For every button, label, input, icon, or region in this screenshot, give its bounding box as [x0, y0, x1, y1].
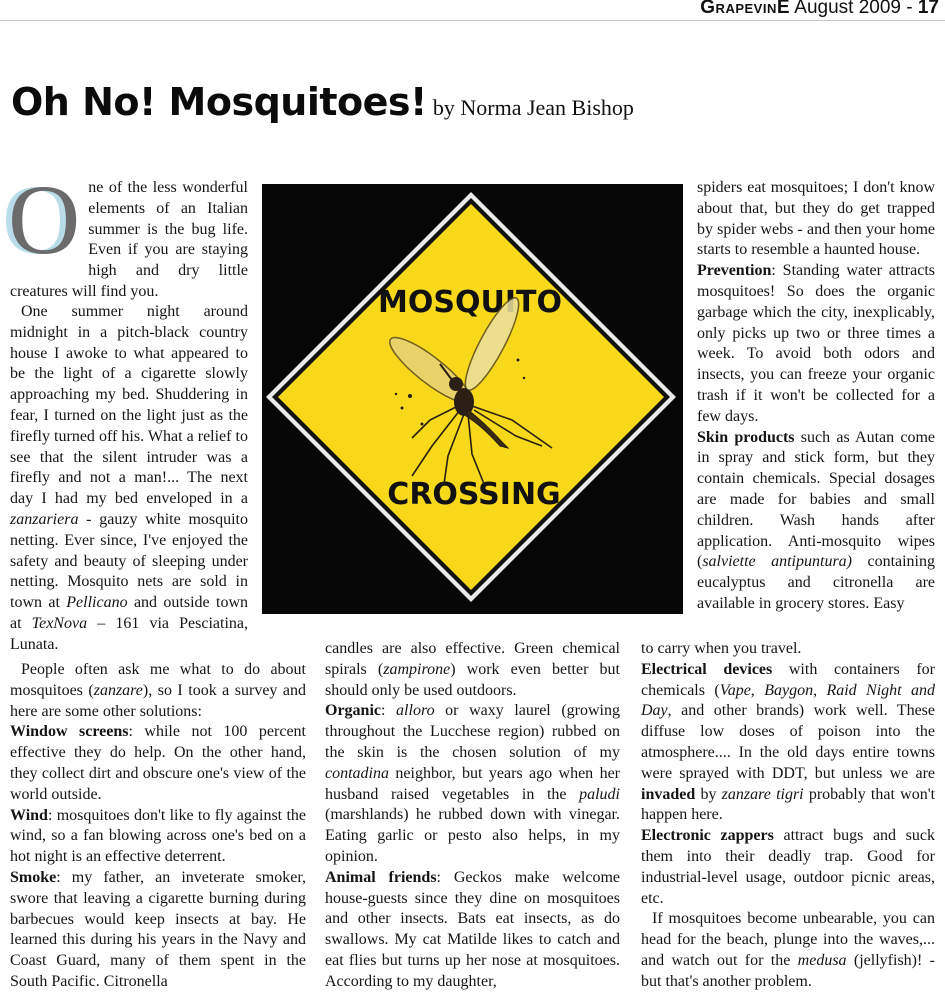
paragraph-animal-friends: Animal friends: Geckos make welcome house-guests since they dine on mosquitoes and other insects. Bats eat insects, as do swallows. My cat Matilde likes to catch and eat flies but turns up her nose at mosquitoes. According to my daughter, — [325, 868, 620, 990]
column-1-lower — [10, 660, 306, 993]
article-title: Oh No! Mosquitoes! — [11, 80, 427, 124]
page-number: 17 — [917, 0, 939, 18]
paragraph-spiders: spiders eat mosquitoes; I don't know about that, but they do get trapped by spider webs - and then your home starts to resemble a haunted house. — [697, 179, 935, 259]
label-animal-friends: Animal friends — [325, 868, 437, 886]
sign-top-text: MOSQUITO — [378, 285, 562, 320]
page-header — [700, 0, 939, 19]
label-skin-products: Skin products — [697, 428, 795, 446]
label-invaded: invaded — [641, 785, 696, 803]
label-organic: Organic — [325, 702, 381, 720]
paragraph-travel: to carry when you travel. — [641, 640, 802, 657]
column-2 — [325, 639, 620, 993]
label-smoke: Smoke — [10, 868, 57, 886]
paragraph-wind: Wind: mosquitoes don't like to fly against the wind, so a fan blowing across one's bed on a hot night is an effective deterrent. — [10, 806, 306, 866]
label-electrical-devices: Electrical devices — [641, 660, 773, 678]
article-heading — [11, 80, 634, 124]
column-4 — [641, 639, 935, 993]
label-window-screens: Window screens — [10, 723, 129, 741]
column-3 — [697, 178, 935, 615]
sign-bottom-text: CROSSING — [387, 477, 561, 512]
column-1 — [8, 164, 248, 303]
label-prevention: Prevention — [697, 262, 772, 280]
paragraph-final: If mosquitoes become unbearable, you can head for the beach, plunge into the waves,... and watch out for the medusa (jellyfish)! - but that's another problem. — [641, 910, 935, 990]
paragraph-skin-products: Skin products such as Autan come in spray and stick form, but they contain chemicals. Special dosages are made for babies and small children. Wash hands after application. Anti-mosquito wipes (salviette antipuntura) containing eucalyptus and citronella are available in grocery stores. Easy — [697, 428, 935, 612]
label-electronic-zappers: Electronic zappers — [641, 827, 774, 845]
drop-cap: O — [8, 164, 81, 275]
header-rule — [0, 20, 945, 21]
paragraph-citronella: candles are also effective. Green chemical spirals (zampirone) work even better but should only be used outdoors. — [325, 640, 620, 699]
issue-date: August 2009 — [794, 0, 901, 18]
paragraph-smoke: Smoke: my father, an inveterate smoker, swore that leaving a cigarette burning during barbecues would keep insects at bay. He learned this during his years in the Navy and Coast Guard, many of them spent in the South Pacific. Citronella — [10, 868, 306, 990]
publication-name: GrapevinE — [700, 0, 791, 18]
mosquito-crossing-photo — [262, 184, 683, 614]
paragraph-survey: People often ask me what to do about mosquitoes (zanzare), so I took a survey and here are some other solutions: — [10, 661, 307, 720]
paragraph-prevention: Prevention: Standing water attracts mosquitoes! So does the organic garbage which the city, inexplicably, only picks up two or three times a week. To avoid both odors and insects, you can freeze your organic trash if it won't be collected for a few days. — [697, 262, 935, 425]
column-1-continued — [10, 302, 248, 656]
paragraph-organic: Organic: alloro or waxy laurel (growing throughout the Lucchese region) rubbed on the skin is the chosen solution of my contadina neighbor, but years ago when her husband raised vegetables in the paludi (marshlands) he rubbed down with vinegar. Eating garlic or pesto also helps, in my opinion. — [325, 702, 621, 865]
header-separator: - — [906, 0, 913, 18]
paragraph-electronic-zappers: Electronic zappers attract bugs and suck them into their deadly trap. Good for industrial-level usage, outdoor picnic areas, etc. — [641, 827, 936, 907]
paragraph-firefly: One summer night around midnight in a pitch-black country house I awoke to what appeared to be the light of a cigarette slowly approaching my bed. Shuddering in fear, I turned on the light just as the firefly turned off his. What a relief to see that the silent intruder was a firefly and not a man!... The next day I had my bed enveloped in a zanzariera - gauzy white mosquito netting. Ever since, I've enjoyed the safety and beauty of sleeping under netting. Mosquito nets are sold in town at Pellicano and outside town at TexNova – 161 via Pesciatina, Lunata. — [10, 303, 249, 653]
paragraph-electrical-devices: Electrical devices with containers for chemicals (Vape, Baygon, Raid Night and Day, and other brands) work well. These diffuse low doses of poison into the atmosphere.... In the old days entire towns were sprayed with DDT, but unless we are invaded by zanzare tigri probably that won't happen here. — [641, 660, 936, 824]
label-wind: Wind — [10, 806, 48, 824]
mosquito-crossing-sign — [262, 184, 683, 614]
paragraph-intro: One of the less wonderful elements of an Italian summer is the bug life. Even if you are staying high and dry little creatures will find you. — [8, 164, 248, 300]
article-byline: by Norma Jean Bishop — [432, 95, 634, 120]
paragraph-window-screens: Window screens: while not 100 percent effective they do help. On the other hand, they collect dirt and obscure one's view of the world outside. — [10, 723, 306, 803]
